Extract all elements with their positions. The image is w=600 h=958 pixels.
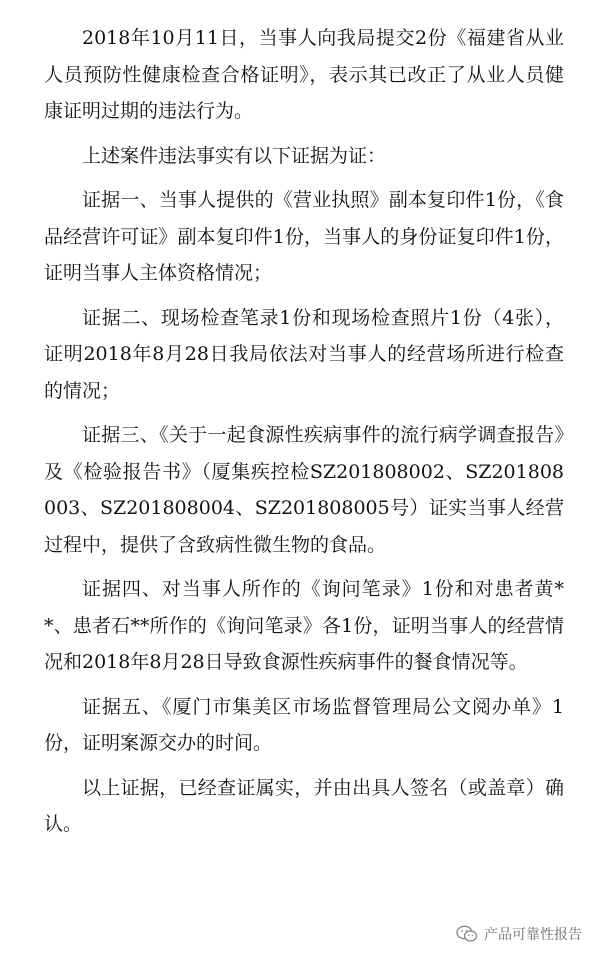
watermark: [456, 924, 582, 944]
paragraph-4: 证据二、现场检查笔录1份和现场检查照片1份（4张），证明2018年8月28日我局依法对当事人的经营场所进行检查的情况；: [44, 306, 564, 402]
paragraph-3: 证据一、当事人提供的《营业执照》副本复印件1份，《食品经营许可证》副本复印件1份，当事人的身份证复印件1份，证明当事人主体资格情况；: [44, 189, 564, 284]
paragraph-1: 2018年10月11日，当事人向我局提交2份《福建省从业人员预防性健康检查合格证明》，表示其已改正了从业人员健康证明过期的违法行为。: [44, 27, 564, 122]
paragraph-6: 证据四、对当事人所作的《询问笔录》1份和对患者黄**、患者石**所作的《询问笔录》各1份，证明当事人的经营情况和2018年8月28日导致食源性疾病事件的餐食情况等。: [44, 578, 564, 673]
wechat-icon: [456, 925, 478, 943]
paragraph-7: 证据五、《厦门市集美区市场监督管理局公文阅办单》1份，证明案源交办的时间。: [44, 695, 564, 754]
paragraph-5: 证据三、《关于一起食源性疾病事件的流行病学调查报告》及《检验报告书》（厦集疾控检SZ201808002、SZ201808003、SZ201808004、SZ201808005号）证实当事人经营过程中，提供了含致病性微生物的食品。: [44, 424, 564, 556]
paragraph-2: 上述案件违法事实有以下证据为证：: [82, 144, 387, 167]
document-body: [44, 20, 564, 851]
paragraph-8: 以上证据，已经查证属实，并由出具人签名（或盖章）确认。: [44, 776, 564, 835]
watermark-text: 产品可靠性报告: [484, 927, 582, 943]
